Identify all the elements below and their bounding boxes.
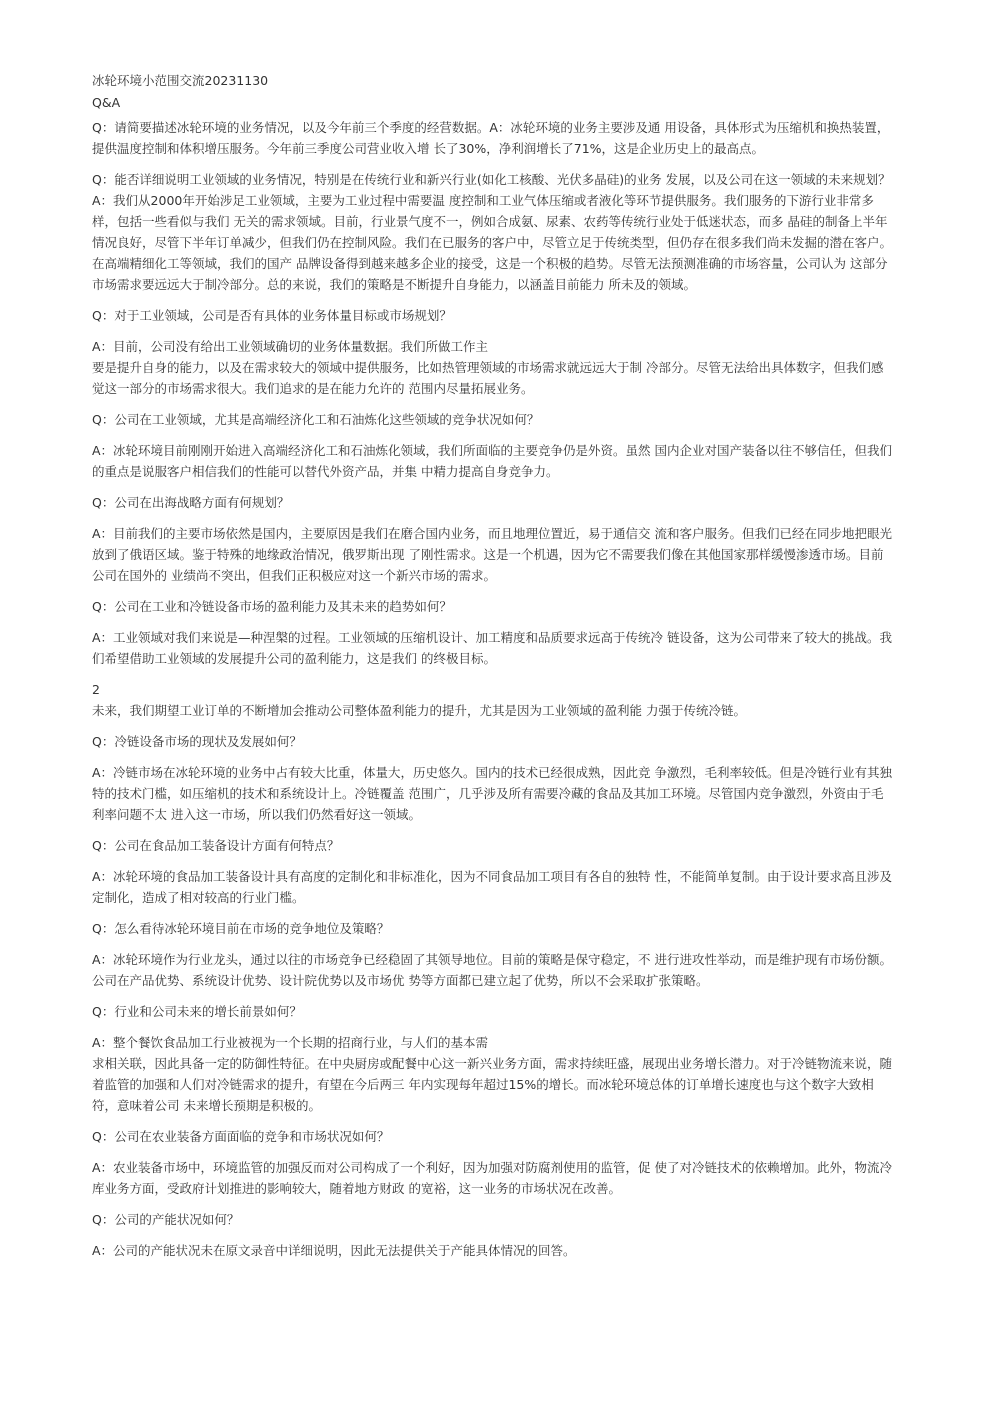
qa-paragraph: [92, 731, 942, 752]
qa-paragraph: [92, 1126, 942, 1147]
paragraph-line: A：目前，公司没有给出工业领域确切的业务体量数据。我们所做工作主: [92, 339, 489, 354]
paragraph-line: 们希望借助工业领域的发展提升公司的盈利能力，这是我们 的终极目标。: [92, 651, 496, 666]
qa-paragraph: [92, 1240, 942, 1261]
paragraph-line: 的重点是说服客户相信我们的性能可以替代外资产品，并集 中精力提高自身竞争力。: [92, 464, 559, 479]
paragraph-line: 提供温度控制和体积增压服务。今年前三季度公司营业收入增 长了30%，净利润增长了71%，这是企业历史上的最高点。: [92, 141, 765, 156]
paragraph-line: 样，包括一些看似与我们 无关的需求领域。目前，行业景气度不一，例如合成氨、尿素、农药等传统行业处于低迷状态，而多 晶硅的制备上半年: [92, 214, 888, 229]
paragraph-line: A：工业领域对我们来说是—种涅槃的过程。工业领域的压缩机设计、加工精度和品质要求远高于传统冷 链设备，这为公司带来了较大的挑战。我: [92, 630, 893, 645]
qa-paragraph: [92, 596, 942, 617]
paragraph-line: Q：公司在工业和冷链设备市场的盈利能力及其未来的趋势如何？: [92, 599, 452, 614]
qa-paragraph: [92, 1209, 942, 1230]
qa-paragraph: [92, 835, 942, 856]
paragraph-line: A：公司的产能状况未在原文录音中详细说明，因此无法提供关于产能具体情况的回答。: [92, 1243, 576, 1258]
paragraph-line: A：整个餐饮食品加工行业被视为一个长期的招商行业，与人们的基本需: [92, 1035, 489, 1050]
paragraph-line: A：冰轮环境目前刚刚开始进入高端经济化工和石油炼化领域，我们所面临的主要竞争仍是外资。虽然 国内企业对国产装备以往不够信任，但我们: [92, 443, 893, 458]
paragraph-line: A：我们从2000年开始涉足工业领域，主要为工业过程中需要温 度控制和工业气体压缩或者液化等环节提供服务。我们服务的下游行业非常多: [92, 193, 874, 208]
paragraph-line: A：农业装备市场中，环境监管的加强反而对公司构成了一个利好，因为加强对防腐剂使用的监管，促 使了对冷链技术的依赖增加。此外，物流冷: [92, 1160, 893, 1175]
qa-paragraph: [92, 949, 942, 991]
paragraph-line: A：冰轮环境作为行业龙头，通过以往的市场竞争已经稳固了其领导地位。目前的策略是保守稳定，不 进行进攻性举动，而是维护现有市场份额。: [92, 952, 893, 967]
paragraph-line: 特的技术门槛，如压缩机的技术和系统设计上。冷链覆盖 范围广，几乎涉及所有需要冷藏的食品及其加工环境。尽管国内竞争激烈，外资由于毛: [92, 786, 884, 801]
paragraph-line: 放到了俄语区域。鉴于特殊的地缘政治情况，俄罗斯出现 了刚性需求。这是一个机遇，因为它不需要我们像在其他国家那样缓慢渗透市场。目前: [92, 547, 884, 562]
paragraph-line: Q：公司在农业装备方面面临的竞争和市场状况如何？: [92, 1129, 390, 1144]
paragraph-line: Q：公司的产能状况如何？: [92, 1212, 240, 1227]
paragraph-line: 市场需求要远远大于制冷部分。总的来说，我们的策略是不断提升自身能力，以涵盖目前能力 所未及的领域。: [92, 277, 696, 292]
document-title: 冰轮环境小范围交流20231130: [92, 73, 269, 88]
document-page: [92, 70, 942, 1271]
qa-paragraph: [92, 336, 942, 399]
paragraph-line: 符，意味着公司 未来增长预期是积极的。: [92, 1098, 321, 1113]
qa-paragraph: [92, 169, 942, 295]
qa-paragraph: [92, 866, 942, 908]
qa-paragraph: [92, 1157, 942, 1199]
paragraph-line: A：冷链市场在冰轮环境的业务中占有较大比重，体量大，历史悠久。国内的技术已经很成熟，因此竞 争激烈，毛利率较低。但是冷链行业有其独: [92, 765, 893, 780]
qa-paragraph: [92, 409, 942, 430]
qa-paragraph: [92, 305, 942, 326]
paragraph-line: Q：能否详细说明工业领域的业务情况，特别是在传统行业和新兴行业(如化工核酸、光伏多晶硅)的业务 发展，以及公司在这一领域的未来规划？: [92, 172, 891, 187]
paragraph-line: 着监管的加强和人们对冷链需求的提升，有望在今后两三 年内实现每年超过15%的增长。而冰轮环境总体的订单增长速度也与这个数字大致相: [92, 1077, 874, 1092]
paragraph-line: Q：公司在工业领域，尤其是高端经济化工和石油炼化这些领域的竞争状况如何？: [92, 412, 540, 427]
paragraph-line: A：目前我们的主要市场依然是国内，主要原因是我们在磨合国内业务，而且地理位置近，易于通信交 流和客户服务。但我们已经在同步地把眼光: [92, 526, 893, 541]
paragraph-line: 公司在国外的 业绩尚不突出，但我们正积极应对这一个新兴市场的需求。: [92, 568, 496, 583]
qa-paragraph: [92, 1001, 942, 1022]
qa-paragraph: [92, 627, 942, 669]
qa-paragraph: [92, 679, 942, 721]
paragraph-line: 求相关联，因此具备一定的防御性特征。在中央厨房或配餐中心这一新兴业务方面，需求持续旺盛，展现出业务增长潜力。对于冷链物流来说，随: [92, 1056, 893, 1071]
paragraph-line: Q：公司在食品加工装备设计方面有何特点？: [92, 838, 340, 853]
paragraph-line: Q：怎么看待冰轮环境目前在市场的竞争地位及策略？: [92, 921, 390, 936]
paragraph-line: Q：对于工业领域，公司是否有具体的业务体量目标或市场规划？: [92, 308, 452, 323]
qa-paragraph: [92, 492, 942, 513]
paragraph-line: 定制化，造成了相对较高的行业门槛。: [92, 890, 305, 905]
paragraph-line: A：冰轮环境的食品加工装备设计具有高度的定制化和非标准化，因为不同食品加工项目有各自的独特 性，不能简单复制。由于设计要求高且涉及: [92, 869, 893, 884]
qa-paragraph: [92, 117, 942, 159]
paragraph-line: 公司在产品优势、系统设计优势、设计院优势以及市场优 势等方面都已建立起了优势，所以不会采取扩张策略。: [92, 973, 709, 988]
paragraph-line: 情况良好，尽管下半年订单减少，但我们仍在控制风险。我们在已服务的客户中，尽管立足于传统类型，但仍存在很多我们尚未发掘的潜在客户。: [92, 235, 893, 250]
qa-paragraph: [92, 1032, 942, 1116]
paragraph-line: 在高端精细化工等领域，我们的国产 品牌设备得到越来越多企业的接受，这是一个积极的趋势。尽管无法预测准确的市场容量，公司认为 这部分: [92, 256, 888, 271]
paragraph-line: Q：冷链设备市场的现状及发展如何？: [92, 734, 302, 749]
section-label: Q&A: [92, 95, 121, 110]
paragraph-line: 库业务方面，受政府计划推进的影响较大，随着地方财政 的宽裕，这一业务的市场状况在改善。: [92, 1181, 621, 1196]
qa-paragraph: [92, 918, 942, 939]
paragraph-line: 觉这一部分的市场需求很大。我们追求的是在能力允许的 范围内尽量拓展业务。: [92, 381, 534, 396]
paragraph-line: 2: [92, 682, 100, 697]
qa-paragraph: [92, 762, 942, 825]
qa-paragraph: [92, 523, 942, 586]
paragraph-line: 利率问题不太 进入这一市场，所以我们仍然看好这一领域。: [92, 807, 421, 822]
paragraph-line: 要是提升自身的能力，以及在需求较大的领域中提供服务，比如热管理领域的市场需求就远远大于制 冷部分。尽管无法给出具体数字，但我们感: [92, 360, 884, 375]
paragraph-line: 未来，我们期望工业订单的不断增加会推动公司整体盈利能力的提升，尤其是因为工业领域的盈利能 力强于传统冷链。: [92, 703, 746, 718]
paragraph-line: Q：请简要描述冰轮环境的业务情况，以及今年前三个季度的经营数据。A：冰轮环境的业务主要涉及通 用设备，具体形式为压缩机和换热装置，: [92, 120, 890, 135]
document-body: [92, 117, 942, 1261]
paragraph-line: Q：行业和公司未来的增长前景如何？: [92, 1004, 302, 1019]
paragraph-line: Q：公司在出海战略方面有何规划？: [92, 495, 290, 510]
qa-paragraph: [92, 440, 942, 482]
